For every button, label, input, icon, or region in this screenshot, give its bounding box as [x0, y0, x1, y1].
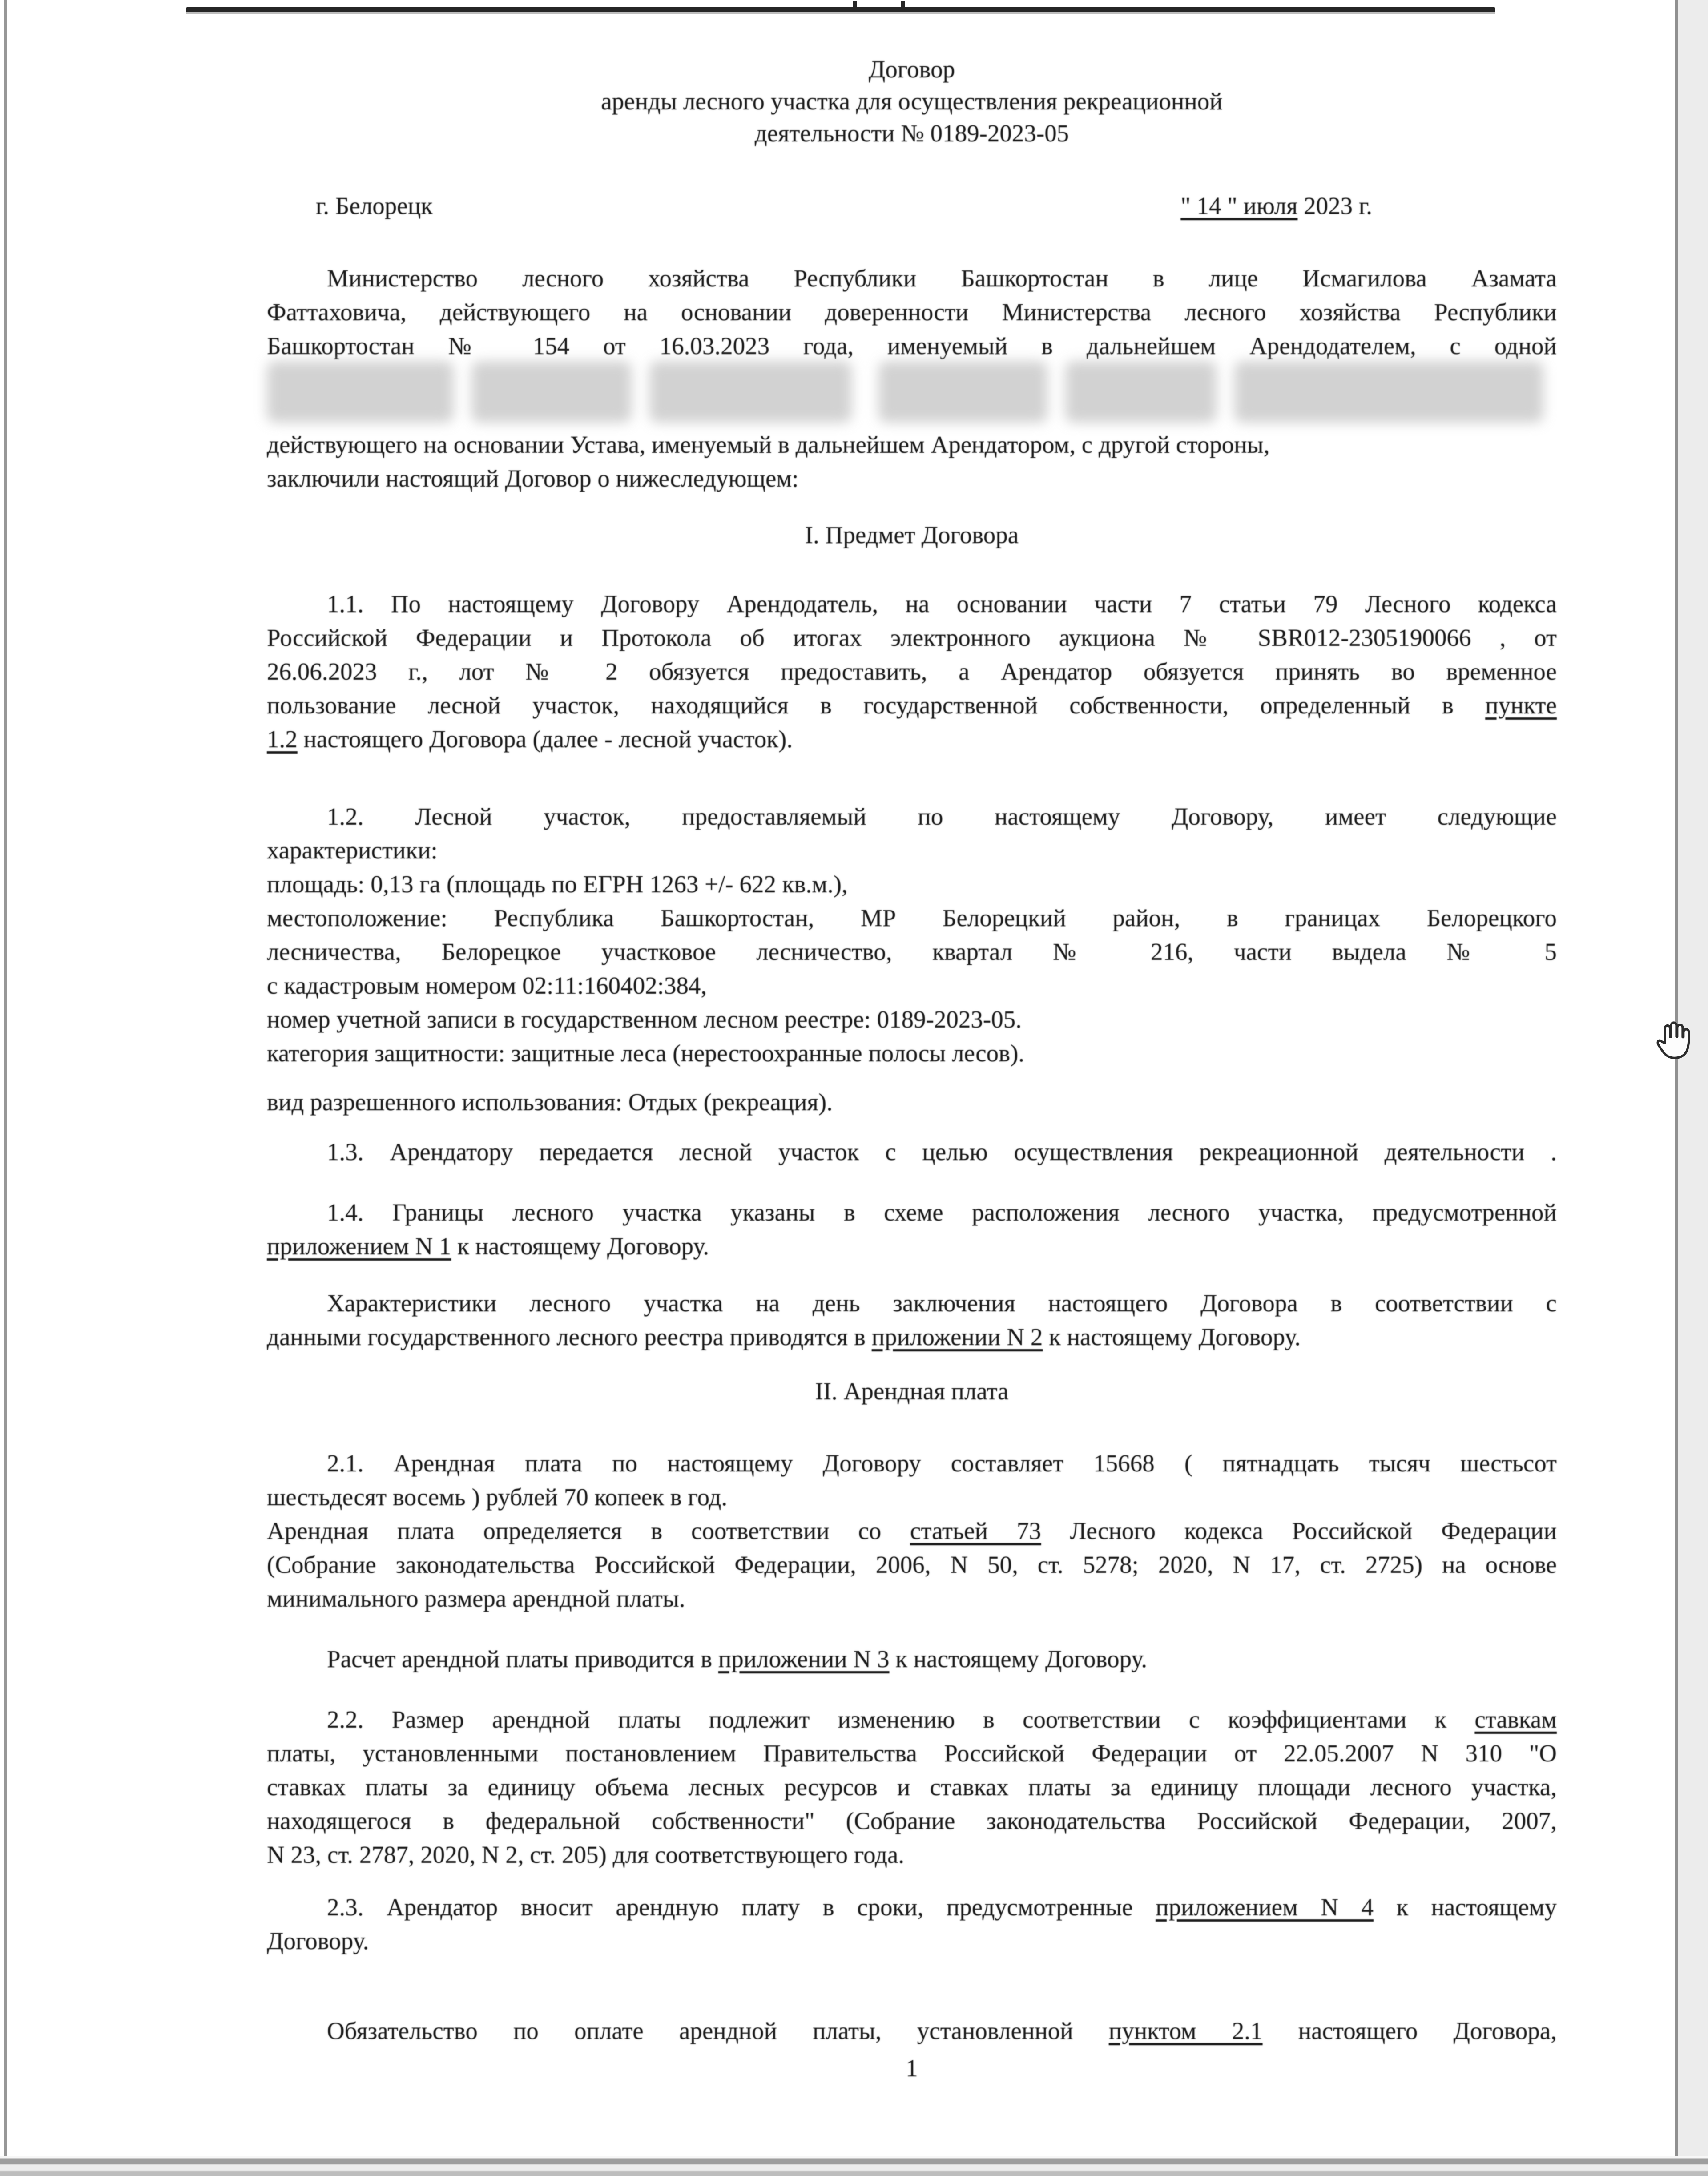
clause-1-1 — [267, 587, 1557, 756]
text-line: вид разрешенного использования: Отдых (рекреация). — [267, 1088, 833, 1116]
text-line: заключили настоящий Договор о нижеследующем: — [267, 465, 799, 492]
text-line: 1.3. Арендатору передается лесной участок с целью осуществления рекреационной деятельности . — [327, 1138, 1557, 1165]
redacted-text — [1065, 361, 1217, 423]
text-line: Обязательство по оплате арендной платы, установленной пунктом 2.1 настоящего Договора, — [327, 2017, 1557, 2044]
text-line: 2.2. Размер арендной платы подлежит изменению в соответствии с коэффициентами к ставкам — [327, 1706, 1557, 1733]
redacted-block — [267, 361, 1543, 423]
clause-1-4 — [267, 1196, 1557, 1263]
text-line: действующего на основании Устава, именуемый в дальнейшем Арендатором, с другой стороны, — [267, 431, 1270, 458]
text-line: характеристики: — [267, 837, 438, 864]
text-line: Башкортостан № 154 от 16.03.2023 года, именуемый в дальнейшем Арендодателем, с одной — [267, 332, 1557, 359]
window-edge-tick — [853, 1, 857, 8]
text-line: шестьдесят восемь ) рублей 70 копеек в год. — [267, 1483, 728, 1511]
obligation-paragraph — [267, 2014, 1557, 2048]
text-line: Договору. — [267, 1927, 369, 1954]
text-line: данными государственного лесного реестра приводятся в приложении N 2 к настоящему Договору. — [267, 1323, 1301, 1350]
text-line: Российской Федерации и Протокола об итогах электронного аукциона № SBR012-2305190066 , от — [267, 624, 1557, 651]
redacted-text — [649, 361, 852, 423]
text-line: N 23, ст. 2787, 2020, N 2, ст. 205) для соответствующего года. — [267, 1841, 905, 1868]
text-line: минимального размера арендной платы. — [267, 1585, 685, 1612]
text-line: находящегося в федеральной собственности" (Собрание законодательства Российской Федерации, 2007, — [267, 1807, 1557, 1834]
cadastre-line: с кадастровым номером 02:11:160402:384, — [267, 972, 707, 999]
clause-2-1 — [267, 1447, 1557, 1616]
window-edge-tick — [901, 1, 905, 8]
clause-2-2 — [267, 1703, 1557, 1872]
right-scroll-gutter[interactable] — [1675, 0, 1708, 2176]
text-line: Характеристики лесного участка на день заключения настоящего Договора в соответствии с — [327, 1289, 1557, 1317]
registry-line: номер учетной записи в государственном лесном реестре: 0189-2023-05. — [267, 1006, 1022, 1033]
redacted-text — [1234, 361, 1543, 423]
text-line: 1.2 настоящего Договора (далее - лесной участок). — [267, 725, 793, 753]
text-line: 2.1. Арендная плата по настоящему Договору составляет 15668 ( пятнадцать тысяч шестьсот — [327, 1450, 1557, 1477]
text-line: платы, установленными постановлением Правительства Российской Федерации от 22.05.2007 N 310 "О — [267, 1740, 1557, 1767]
area-line: площадь: 0,13 га (площадь по ЕГРН 1263 +/- 622 кв.м.), — [267, 870, 848, 898]
window-top-edge — [186, 7, 1495, 12]
text-line: ставках платы за единицу объема лесных ресурсов и ставках платы за единицу площади лесного участка, — [267, 1773, 1557, 1801]
category-line: категория защитности: защитные леса (нерестоохранные полосы лесов). — [267, 1040, 1025, 1067]
redacted-text — [471, 361, 632, 423]
title-line: Договор — [868, 56, 955, 83]
calculation-paragraph — [267, 1642, 1557, 1676]
grab-hand-cursor-icon — [1651, 1013, 1701, 1063]
location-line: местоположение: Республика Башкортостан, МР Белорецкий район, в границах Белорецкого — [267, 904, 1557, 931]
permitted-use-line — [267, 1085, 1557, 1119]
intro-continuation — [267, 428, 1557, 496]
contract-date: " 14 " июля 2023 г. — [1180, 192, 1372, 219]
heading-text: II. Арендная плата — [815, 1378, 1009, 1405]
text-line: 26.06.2023 г., лот № 2 обязуется предоставить, а Арендатор обязуется принять во временное — [267, 658, 1557, 685]
title-line: аренды лесного участка для осуществления рекреационной — [601, 88, 1223, 115]
clause-1-3 — [267, 1135, 1557, 1169]
text-line: Арендная плата определяется в соответствии со статьей 73 Лесного кодекса Российской Федерации — [267, 1517, 1557, 1544]
text-line: (Собрание законодательства Российской Федерации, 2006, N 50, ст. 5278; 2020, N 17, ст. 2725) на основе — [267, 1551, 1557, 1578]
heading-text: I. Предмет Договора — [805, 521, 1019, 548]
text-line: 1.4. Границы лесного участка указаны в схеме расположения лесного участка, предусмотренной — [327, 1199, 1557, 1226]
text-line: Фаттаховича, действующего на основании доверенности Министерства лесного хозяйства Республики — [267, 298, 1557, 326]
clause-1-2 — [267, 800, 1557, 1070]
section-1-heading — [267, 518, 1557, 552]
contract-title — [267, 53, 1557, 149]
redacted-text — [878, 361, 1047, 423]
text-line: пользование лесной участок, находящийся в государственной собственности, определенный в пункте — [267, 692, 1557, 719]
section-2-heading — [267, 1374, 1557, 1408]
clause-2-3 — [267, 1890, 1557, 1958]
city-label: г. Белорецк — [316, 192, 433, 219]
page-number-text: 1 — [906, 2055, 918, 2082]
text-line: Расчет арендной платы приводится в приложении N 3 к настоящему Договору. — [327, 1645, 1148, 1672]
page-left-border — [4, 0, 7, 2176]
location-line: лесничества, Белорецкое участковое лесничество, квартал № 216, части выдела № 5 — [267, 938, 1557, 965]
page-number — [267, 2051, 1557, 2085]
redacted-text — [267, 361, 454, 423]
intro-paragraph — [267, 262, 1557, 363]
title-line: деятельности № 0189-2023-05 — [754, 120, 1069, 147]
text-line: Министерство лесного хозяйства Республики Башкортостан в лице Исмагилова Азамата — [327, 265, 1557, 292]
text-line: 1.2. Лесной участок, предоставляемый по настоящему Договору, имеет следующие — [327, 803, 1557, 830]
text-line: 1.1. По настоящему Договору Арендодатель, на основании части 7 статьи 79 Лесного кодекса — [327, 590, 1557, 617]
window-bottom-bar — [0, 2156, 1708, 2176]
characteristics-paragraph — [267, 1286, 1557, 1354]
text-line: приложением N 1 к настоящему Договору. — [267, 1233, 709, 1260]
window-edge-shadow — [186, 12, 1495, 14]
place-date-line — [267, 189, 1557, 223]
text-line: 2.3. Арендатор вносит арендную плату в сроки, предусмотренные приложением N 4 к настоящему — [327, 1894, 1557, 1921]
